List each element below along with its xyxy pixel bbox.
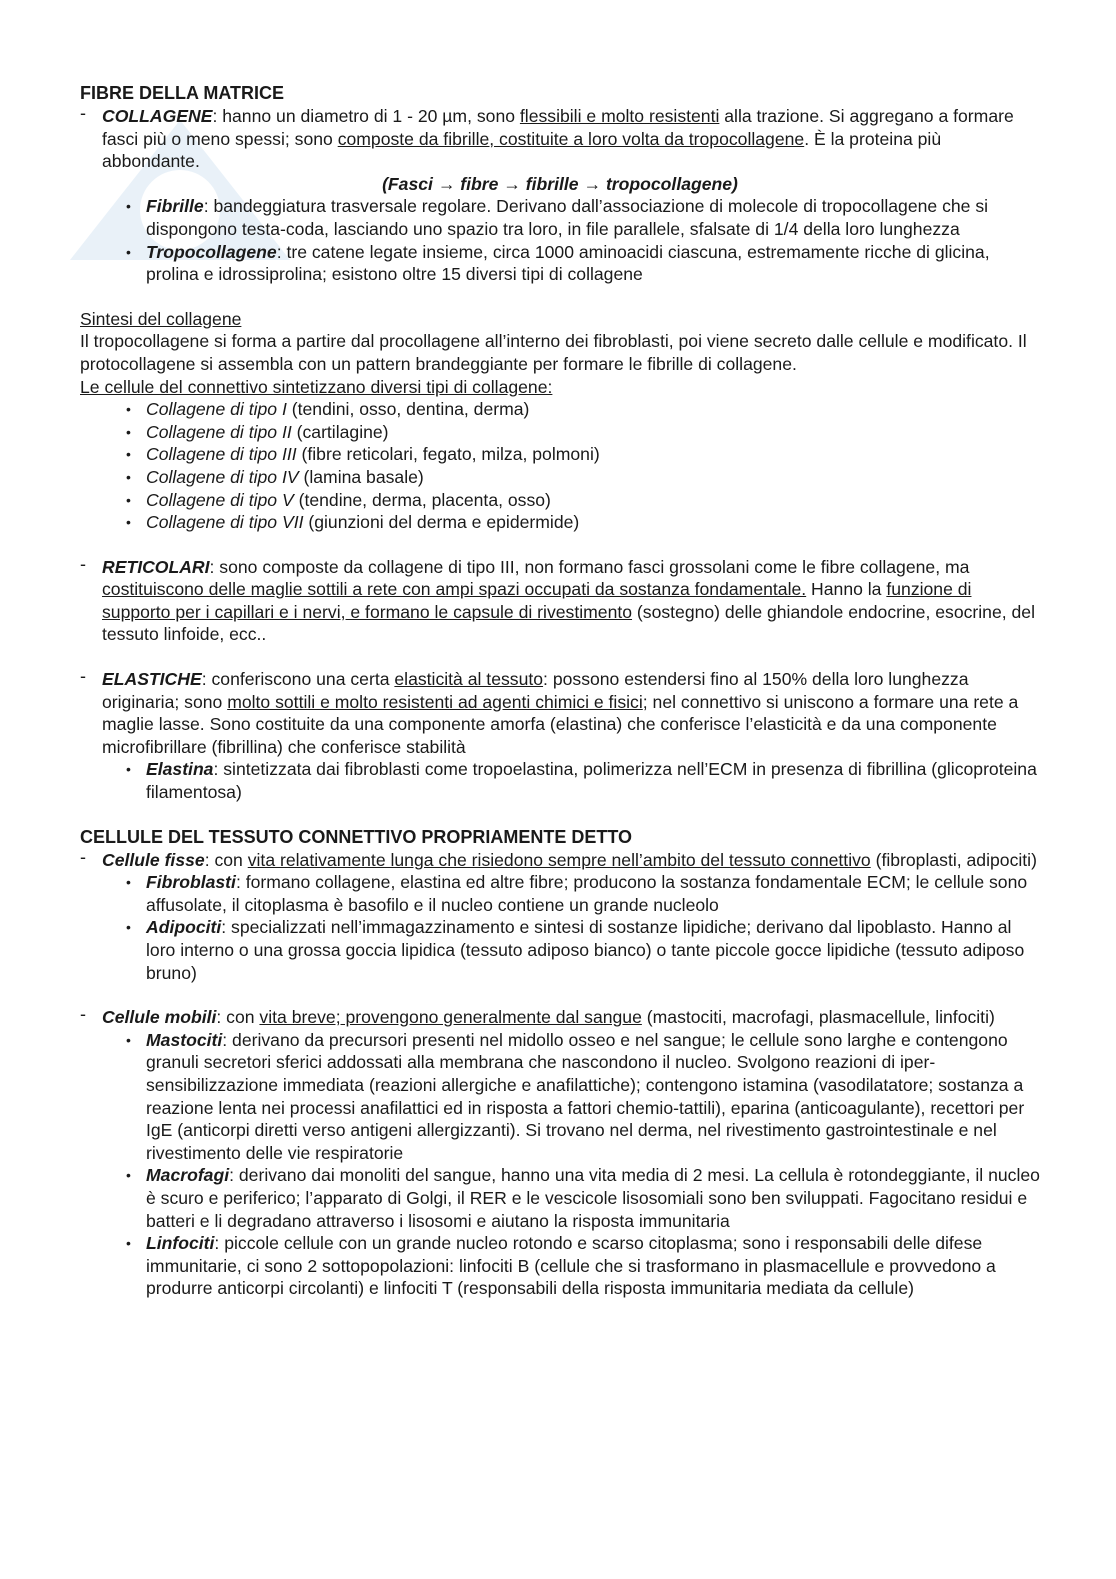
cellule-fisse-bullets [80, 871, 1040, 984]
list-item: • Adipociti: specializzati nell’immagazzinamento e sintesi di sostanze lipidiche; derivano dal lipoblasto. Hanno al loro interno o una grossa goccia lipidica (tessuto adiposo bianco) o tante piccole gocce lipidiche (tessuto adiposo bruno) [126, 917, 1025, 983]
list-item: • Fibroblasti: formano collagene, elastina ed altre fibre; producono la sostanza fondamentale ECM; le cellule sono affusolate, il citoplasma è basofilo e il nucleo contiene un grande nucleolo [126, 872, 1028, 915]
collagene-bullets [80, 195, 1040, 285]
item-reticolari: - RETICOLARI: sono composte da collagene di tipo III, non formano fasci grossolani come le fibre collagene, ma costituiscono delle maglie sottili a rete con ampi spazi occupati da sostanza fondamentale. Hanno la funzione di supporto per i capillari e i nervi, e formano le capsule di rivestimento (sostegno) delle ghiandole endocrine, esocrine, del tessuto linfoide, ecc.. [80, 553, 1035, 645]
list-item: • Elastina: sintetizzata dai fibroblasti come tropoelastina, polimerizza nell’ECM in presenza di fibrillina (glicoproteina filamentosa) [126, 759, 1037, 803]
sintesi-text: Il tropocollagene si forma a partire dal procollagene all’interno dei fibroblasti, poi viene secreto dalle cellule e modificato. Il protocollagene si assembla con un pattern brandeggiante per formare le fibrille di collagene. [80, 331, 1027, 374]
item-collagene: - COLLAGENE: hanno un diametro di 1 - 20 µm, sono flessibili e molto resistenti alla trazione. Si aggregano a formare fasci più o meno spessi; sono composte da fibrille, costituite a loro volta da tropocollagene. È la proteina più abbondante. [80, 103, 1014, 172]
list-item: • Fibrille: bandeggiatura trasversale regolare. Derivano dall’associazione di molecole di tropocollagene che si dispongono testa-coda, lasciando uno spazio tra loro, in file parallele, sfalsate di 1/4 della loro lunghezza [126, 196, 989, 239]
dash-marker: - [80, 553, 86, 574]
section-heading-cellule: CELLULE DEL TESSUTO CONNETTIVO PROPRIAMENTE DETTO [80, 826, 633, 847]
cellule-mobili-bullets [80, 1029, 1040, 1300]
dash-marker: - [80, 846, 86, 867]
list-item: • Collagene di tipo III (fibre reticolari, fegato, milza, polmoni) [126, 444, 600, 465]
tipi-title: Le cellule del connettivo sintetizzano diversi tipi di collagene: [80, 376, 553, 397]
section-heading-fibre: FIBRE DELLA MATRICE [80, 83, 284, 103]
document-page [80, 82, 1040, 1300]
dash-marker: - [80, 666, 86, 687]
list-item: • Linfociti: piccole cellule con un grande nucleo rotondo e scarso citoplasma; sono i responsabili delle difese immunitarie, ci sono 2 sottopopolazioni: linfociti B (cellule che si trasformano in plasmacellule e provvedono a produrre anticorpi circolanti) e linfociti T (responsabili della risposta immunitaria mediata da cellule) [126, 1233, 996, 1299]
list-item: • Collagene di tipo VII (giunzioni del derma e epidermide) [126, 512, 580, 533]
elastiche-bullets [80, 758, 1040, 803]
list-item: • Collagene di tipo II (cartilagine) [126, 421, 389, 442]
item-cellule-mobili: - Cellule mobili: con vita breve; provengono generalmente dal sangue (mastociti, macrofagi, plasmacellule, linfociti) [80, 1004, 995, 1028]
item-elastiche: - ELASTICHE: conferiscono una certa elasticità al tessuto: possono estendersi fino al 150% della loro lunghezza originaria; sono molto sottili e molto resistenti ad agenti chimici e fisici; nel connettivo si uniscono a formare una rete a maglie lasse. Sono costituite da una componente amorfa (elastina) che conferisce l’elasticità e da una componente microfibrillare (fibrillina) che conferisce stabilità [80, 666, 1019, 757]
collagene-tipi-list [80, 398, 1040, 534]
sintesi-title: Sintesi del collagene [80, 308, 242, 329]
dash-marker: - [80, 103, 86, 123]
list-item: • Mastociti: derivano da precursori presenti nel midollo osseo e nel sangue; le cellule sono larghe e contengono granuli secretori sferici addossati alla membrana che nascondono il nucleo. Svolgono reazioni di iper-sensibilizzazione immediata (reazioni allergiche e anafilattiche); contengono istamina (vasodilatatore; sostanza a reazione lenta nei processi anafilattici ed in risposta a fattori chemio-tattili), eparina (anticoagulante), recettori per IgE (anticorpi diretti verso antigeni allergizzanti). Si trovano nel derma, nel rivestimento gastrointestinale e nel rivestimento delle vie respiratorie [126, 1029, 1025, 1163]
list-item: • Macrofagi: derivano dai monoliti del sangue, hanno una vita media di 2 mesi. La cellula è rotondeggiante, il nucleo è scuro e periferico; l’apparato di Golgi, il RER e le vescicole lisosomiali sono ben sviluppati. Fagocitano residui e batteri e li degradano attraverso i lisosomi e aiutano la risposta immunitaria [126, 1165, 1040, 1231]
collagen-hierarchy-line: (Fasci → fibre → fibrille → tropocollagene) [382, 173, 738, 194]
list-item: • Tropocollagene: tre catene legate insieme, circa 1000 aminoacidi ciascuna, estremamente ricche di glicina, prolina e idrossiprolina; esistono oltre 15 diversi tipi di collagene [126, 241, 990, 285]
list-item: • Collagene di tipo IV (lamina basale) [126, 466, 424, 487]
dash-marker: - [80, 1004, 86, 1025]
list-item: • Collagene di tipo V (tendine, derma, placenta, osso) [126, 489, 551, 510]
list-item: • Collagene di tipo I (tendini, osso, dentina, derma) [126, 399, 530, 420]
item-cellule-fisse: - Cellule fisse: con vita relativamente lunga che risiedono sempre nell’ambito del tessuto connettivo (fibroplasti, adipociti) [80, 846, 1037, 870]
